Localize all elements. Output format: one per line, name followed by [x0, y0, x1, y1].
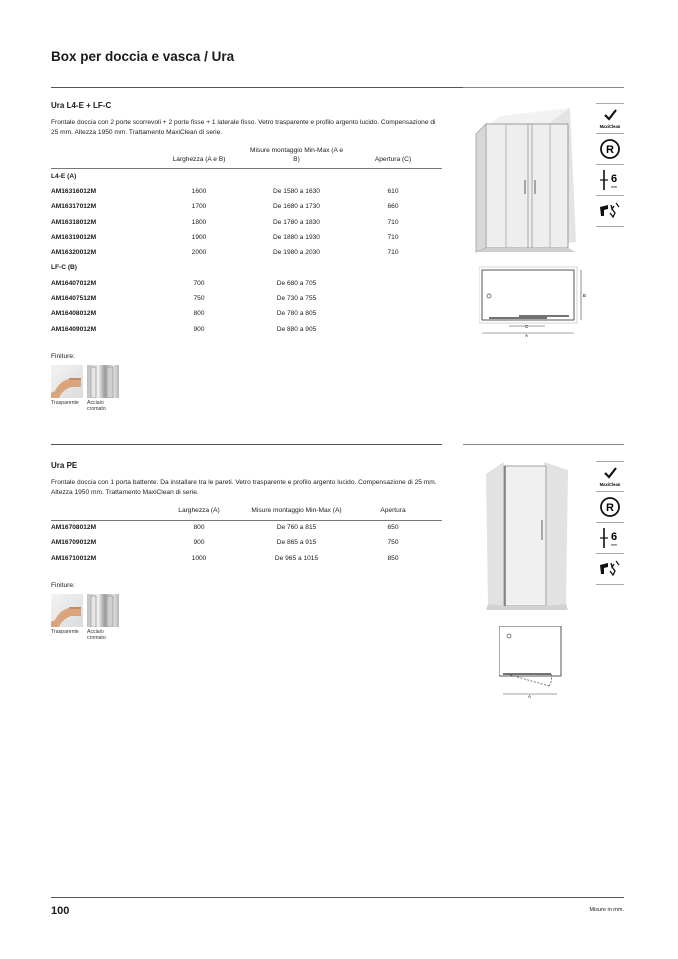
- mount-range: De 760 a 815: [276, 524, 317, 532]
- finish-label-chrome: Acciaio cromato: [87, 399, 106, 413]
- mm-label: mm: [611, 185, 617, 189]
- product-code: AM16317012M: [51, 203, 97, 211]
- opening-value: 650: [387, 524, 399, 532]
- dimension-b: B: [583, 293, 587, 298]
- finish-transparent: [51, 365, 83, 413]
- mm-label: mm: [611, 543, 617, 547]
- finish-label-transparent: Trasparente: [51, 628, 79, 635]
- width-value: 900: [193, 325, 205, 333]
- product-code: AM16319012M: [51, 233, 97, 241]
- product-code: AM16710012M: [51, 554, 97, 562]
- product-code: AM16316012M: [51, 187, 97, 195]
- table-row: [51, 520, 442, 535]
- shower-hand-icon: [596, 554, 624, 585]
- finish-chrome: [87, 594, 119, 642]
- chrome-swatch: [87, 365, 119, 398]
- maxiclean-text: MaxiClean: [599, 481, 621, 487]
- right-top-rule: [463, 87, 624, 88]
- table-row: [51, 321, 442, 336]
- mount-range: De 780 a 805: [276, 310, 317, 318]
- spec-table: [51, 147, 442, 337]
- maxiclean-check-icon: [596, 461, 624, 492]
- group-label: L4-E (A): [51, 172, 77, 180]
- finish-swatches: [51, 365, 443, 413]
- opening-value: 850: [387, 554, 399, 562]
- mount-range: De 880 a 905: [276, 325, 317, 333]
- header-mount: Misure montaggio Min-Max (A e B): [249, 147, 344, 169]
- width-value: 800: [193, 310, 205, 318]
- header-opening: Apertura (C): [344, 147, 442, 169]
- table-row: [51, 291, 442, 306]
- mount-range: De 1580 a 1630: [273, 187, 320, 195]
- mount-range: De 1980 a 2030: [273, 249, 320, 257]
- technical-drawing-l4e-lfc: [479, 266, 589, 343]
- opening-value: [344, 306, 442, 321]
- width-value: 700: [193, 279, 205, 287]
- table-row: [51, 245, 442, 260]
- product-code: AM16320012M: [51, 249, 97, 257]
- table-row: [51, 535, 442, 550]
- header-code: [51, 147, 149, 169]
- header-width: Larghezza (A e B): [149, 147, 249, 169]
- product-code: AM16408012M: [51, 310, 97, 318]
- section1-top-rule: [51, 87, 442, 88]
- feature-icons-1: [596, 103, 624, 227]
- product-photo-l4e-lfc: [470, 102, 582, 267]
- table-row: [51, 184, 442, 199]
- product-code: AM16407012M: [51, 279, 97, 287]
- spec-table: [51, 507, 442, 566]
- opening-value: [344, 291, 442, 306]
- width-value: 1000: [191, 554, 207, 562]
- width-value: 900: [193, 539, 205, 547]
- mount-range: De 965 a 1015: [274, 554, 319, 562]
- opening-value: 610: [387, 187, 399, 195]
- feature-icons-2: [596, 461, 624, 585]
- r-letter: R: [606, 144, 614, 156]
- mount-range: De 730 a 755: [276, 295, 317, 303]
- r-letter: R: [606, 502, 614, 514]
- table-row: [51, 230, 442, 245]
- finish-label-chrome: Acciaio cromato: [87, 628, 106, 642]
- opening-value: 710: [387, 218, 399, 226]
- product-photo-ura-pe: [484, 460, 574, 617]
- opening-value: [344, 321, 442, 336]
- product-code: AM16708012M: [51, 524, 97, 532]
- technical-drawing-ura-pe: [499, 626, 563, 707]
- finishes-label: Finiture:: [51, 581, 75, 589]
- header-mount: Misure montaggio Min-Max (A): [249, 507, 344, 520]
- product-code: AM16709012M: [51, 539, 97, 547]
- width-value: 2000: [191, 249, 207, 257]
- transparent-glass-swatch: [51, 594, 83, 627]
- product-code: AM16409012M: [51, 325, 97, 333]
- section-ura-l4e-lfc: [51, 101, 443, 413]
- dimension-a: A: [528, 694, 532, 699]
- header-code: [51, 507, 149, 520]
- mount-range: De 1680 a 1730: [273, 203, 320, 211]
- mount-range: De 680 a 705: [276, 279, 317, 287]
- right-rule-2: [463, 444, 624, 445]
- product-code: AM16407512M: [51, 295, 97, 303]
- table-row: [51, 306, 442, 321]
- table-row: [51, 551, 442, 566]
- reversible-r-icon: [596, 492, 624, 523]
- page-number: 100: [51, 905, 70, 917]
- six-label: 6: [610, 173, 618, 185]
- 6mm-glass-icon: [596, 523, 624, 554]
- maxiclean-check-icon: [596, 103, 624, 134]
- section-title: Ura L4-E + LF-C: [51, 101, 112, 110]
- group-label: LF-C (B): [51, 264, 77, 272]
- width-value: 1700: [191, 203, 207, 211]
- finish-chrome: [87, 365, 119, 413]
- opening-value: 750: [387, 539, 399, 547]
- reversible-r-icon: [596, 134, 624, 165]
- width-value: 800: [193, 524, 205, 532]
- maxiclean-text: MaxiClean: [599, 123, 621, 129]
- finishes-label: Finiture:: [51, 352, 75, 360]
- dimension-c: C: [525, 324, 529, 329]
- footer-note: Misure in mm.: [589, 907, 624, 913]
- section-title: Ura PE: [51, 461, 78, 470]
- finish-transparent: [51, 594, 83, 642]
- table-row: [51, 214, 442, 229]
- six-label: 6: [610, 531, 618, 543]
- product-code: AM16318012M: [51, 218, 97, 226]
- section-description: Frontale doccia con 1 porta battente. Da installare tra le pareti. Vetro trasparente e profilo argento lucido. Compensazione di 25 mm. Altezza 1950 mm. Trattamento MaxiClean di serie.: [51, 479, 437, 496]
- section2-top-rule: [51, 444, 442, 445]
- width-value: 1600: [191, 187, 207, 195]
- header-width: Larghezza (A): [149, 507, 249, 520]
- 6mm-glass-icon: [596, 165, 624, 196]
- table-row: [51, 199, 442, 214]
- section-description: Frontale doccia con 2 porte scorrevoli + 2 porte fisse + 1 laterale fisso. Vetro trasparente e profilo argento lucido. Compensazione di 25 mm. Altezza 1950 mm. Trattamento MaxiClean di serie.: [51, 119, 436, 136]
- mount-range: De 1780 a 1830: [273, 218, 320, 226]
- footer-rule: [51, 897, 624, 898]
- width-value: 1800: [191, 218, 207, 226]
- finish-swatches: [51, 594, 443, 642]
- width-value: 1900: [191, 233, 207, 241]
- opening-value: [344, 276, 442, 291]
- opening-value: 660: [387, 203, 399, 211]
- page-title: Box per doccia e vasca / Ura: [51, 49, 235, 64]
- opening-value: 710: [387, 249, 399, 257]
- transparent-glass-swatch: [51, 365, 83, 398]
- header-opening: Apertura: [344, 507, 442, 520]
- opening-value: 710: [387, 233, 399, 241]
- section-ura-pe: [51, 461, 443, 642]
- finish-label-transparent: Trasparente: [51, 399, 79, 406]
- table-row: [51, 276, 442, 291]
- shower-hand-icon: [596, 196, 624, 227]
- mount-range: De 1880 a 1930: [273, 233, 320, 241]
- width-value: 750: [193, 295, 205, 303]
- chrome-swatch: [87, 594, 119, 627]
- dimension-a: A: [525, 333, 529, 338]
- mount-range: De 865 a 915: [276, 539, 317, 547]
